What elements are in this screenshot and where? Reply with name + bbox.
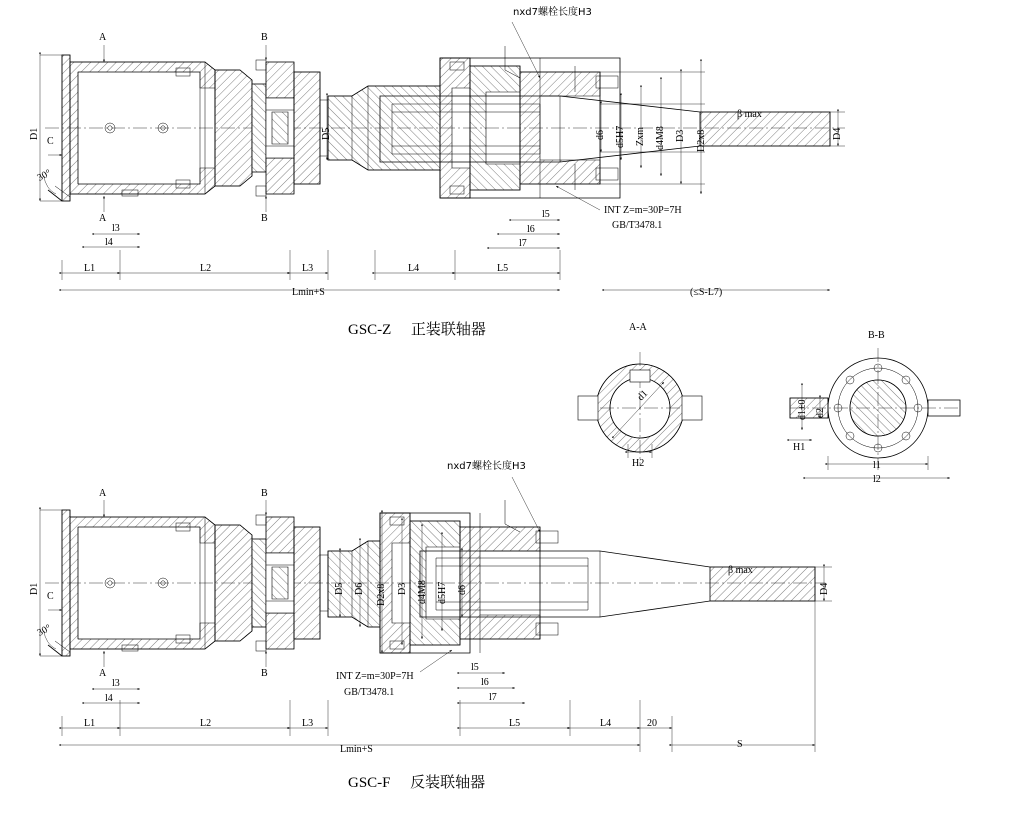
title-gsc-f-name: 反装联轴器 (410, 773, 486, 791)
dim-d1-bottom: D1 (29, 582, 40, 595)
dim-l4-top: l4 (105, 237, 113, 248)
view-mark-b2-top: B (261, 213, 268, 224)
dim-l1-top: L1 (84, 263, 96, 274)
spline-note-line2-bottom: GB/T3478.1 (344, 687, 395, 698)
top-assembly-view (40, 22, 845, 290)
title-gsc-f-code: GSC-F (348, 775, 391, 791)
dim-l4b-bottom: L4 (600, 718, 612, 729)
dim-l4b-top: L4 (408, 263, 420, 274)
dim-lmin-s-bottom: Lmin+S (340, 744, 373, 755)
dim-l6-top: l6 (527, 224, 535, 235)
title-gsc-z (348, 318, 486, 339)
dim-d1-aa: d1 (635, 388, 651, 404)
angle-label-bottom: 30° (35, 622, 54, 639)
dim-d3-bottom: D3 (397, 582, 408, 595)
bolt-note-bottom: nxd7螺栓长度H3 (447, 461, 526, 472)
dim-l3b-bottom: L3 (302, 718, 314, 729)
dim-l1-bb: l1 (873, 460, 881, 471)
dim-h2-aa: H2 (632, 458, 645, 469)
beta-label-top: β max (737, 109, 762, 120)
spline-note-line1-bottom: INT Z=m=30P=7H (336, 671, 414, 682)
spline-note-line1-top: INT Z=m=30P=7H (604, 205, 682, 216)
dim-d5h7-bottom: d5H7 (437, 581, 448, 604)
dim-20-bottom: 20 (647, 718, 657, 729)
dim-d6-bottom: D6 (354, 582, 365, 595)
dim-l2-bottom: L2 (200, 718, 212, 729)
section-aa-view (578, 352, 702, 466)
dim-l5-bottom: L5 (509, 718, 521, 729)
view-mark-b-top: B (261, 32, 268, 43)
dim-zxm-top: Zxm (635, 127, 646, 146)
section-aa-label: A-A (629, 322, 647, 333)
dim-d1o-bb: d1±0 (797, 399, 808, 420)
spline-note-line2-top: GB/T3478.1 (612, 220, 663, 231)
view-mark-c-top: C (47, 136, 54, 147)
dim-d2x8-bottom: D2x8 (376, 583, 387, 606)
view-mark-a2-bottom: A (99, 668, 107, 679)
dim-d5h7-top: d5H7 (615, 125, 626, 148)
dim-d4-bottom: D4 (819, 582, 830, 595)
dim-l2-top: L2 (200, 263, 212, 274)
dim-l5s-bottom: l5 (471, 662, 479, 673)
view-mark-c-bottom: C (47, 591, 54, 602)
view-mark-b2-bottom: B (261, 668, 268, 679)
dim-l6-bottom: l6 (481, 677, 489, 688)
title-gsc-f (348, 771, 485, 792)
dim-d4-top: D4 (832, 127, 843, 140)
dim-d5-bottom: D5 (334, 582, 345, 595)
dim-d6-top: d6 (595, 130, 606, 140)
dim-l3b-top: L3 (302, 263, 314, 274)
dim-l5s-top: l5 (542, 209, 550, 220)
section-bb-label: B-B (868, 330, 885, 341)
dim-h1-bb: H1 (793, 442, 806, 453)
dim-l4-bottom: l4 (105, 693, 113, 704)
angle-label-top: 30° (35, 167, 54, 184)
dim-d4m8-bottom: d4M8 (417, 580, 428, 604)
bolt-note-top: nxd7螺栓长度H3 (513, 7, 592, 18)
dim-d2x8-top: D2x8 (696, 129, 707, 152)
title-gsc-z-name: 正装联轴器 (410, 320, 486, 338)
dim-d3-top: D3 (675, 129, 686, 142)
view-mark-a-top: A (99, 32, 107, 43)
dim-l3-top: l3 (112, 223, 120, 234)
dim-lmin-s-top: Lmin+S (292, 287, 325, 298)
dim-l7-top: l7 (519, 238, 527, 249)
title-gsc-z-code: GSC-Z (348, 322, 392, 338)
dim-l2-bb: l2 (873, 474, 881, 485)
dim-d2-bb: d2 (815, 408, 826, 418)
dim-s-bottom: S (737, 739, 743, 750)
dim-l1-bottom: L1 (84, 718, 96, 729)
dim-l3-bottom: l3 (112, 678, 120, 689)
view-mark-a-bottom: A (99, 488, 107, 499)
view-mark-a2-top: A (99, 213, 107, 224)
beta-label-bottom: β max (728, 565, 753, 576)
dim-l7-bottom: l7 (489, 692, 497, 703)
dim-d5-top: D5 (321, 127, 332, 140)
dim-d1-top: D1 (29, 127, 40, 140)
dim-l5-top: L5 (497, 263, 509, 274)
view-mark-b-bottom: B (261, 488, 268, 499)
stroke-note-top: (≤S-L7) (690, 287, 723, 298)
dim-d6b-bottom: d6 (457, 585, 468, 595)
dim-d4m8-top: d4M8 (655, 126, 666, 150)
